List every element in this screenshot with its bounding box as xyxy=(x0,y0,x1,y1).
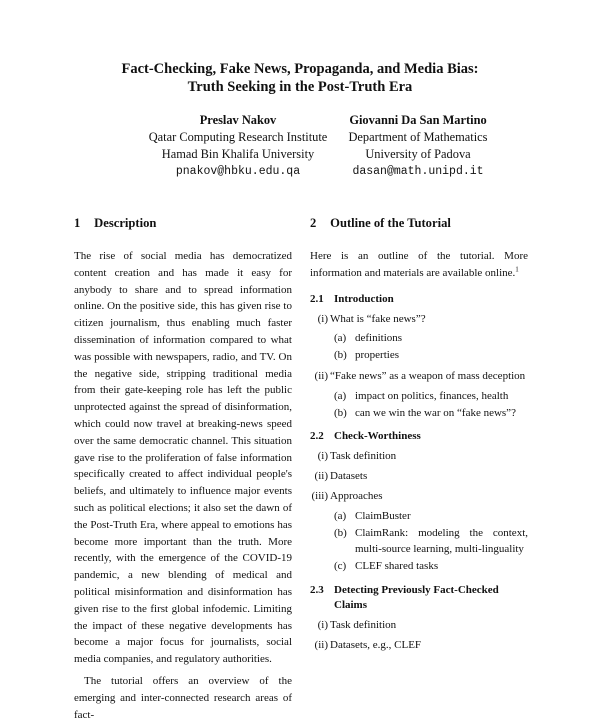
sub-list-item xyxy=(310,347,528,364)
list-marker: (b) xyxy=(334,349,347,362)
list-marker: (i) xyxy=(317,618,328,631)
sub-list xyxy=(310,330,528,364)
section-number: 1 xyxy=(74,216,81,230)
list-item-text: ClaimRank: modeling the context, multi-source learning, multi-linguality xyxy=(355,526,528,556)
author-affiliation: Department of Mathematics xyxy=(348,130,488,144)
subsection-heading xyxy=(310,583,528,613)
section-title: Outline of the Tutorial xyxy=(330,216,451,230)
list-marker: (i) xyxy=(317,312,328,325)
list-item-text: Task definition xyxy=(330,618,397,631)
list-marker: (ii) xyxy=(314,470,328,483)
author-affiliation: University of Padova xyxy=(365,147,471,161)
subsection-title: Check-Worthiness xyxy=(334,430,421,443)
outline-intro xyxy=(310,248,528,282)
list-marker: (ii) xyxy=(314,638,328,651)
author-email: pnakov@hbku.edu.qa xyxy=(175,165,301,178)
list-item xyxy=(310,311,528,364)
sub-list-item xyxy=(310,525,528,559)
section-number: 2 xyxy=(310,216,317,230)
paper-title xyxy=(0,60,600,96)
subsection-heading xyxy=(310,429,528,444)
list-marker: (a) xyxy=(334,332,347,345)
list-marker: (a) xyxy=(334,509,347,522)
outline-list xyxy=(310,311,528,422)
subsection-heading xyxy=(310,292,528,307)
list-item xyxy=(310,448,528,465)
outline-list xyxy=(310,617,528,654)
list-item-text: definitions xyxy=(355,332,403,345)
list-item-text: What is “fake news”? xyxy=(330,312,426,325)
sub-list-item xyxy=(310,508,528,525)
list-item xyxy=(310,368,528,421)
list-item-text: properties xyxy=(355,349,399,362)
list-item xyxy=(310,617,528,634)
list-marker: (b) xyxy=(334,526,347,539)
author-name: Giovanni Da San Martino xyxy=(349,113,487,127)
author-affiliation: Hamad Bin Khalifa University xyxy=(161,147,315,161)
list-item-text: “Fake news” as a weapon of mass deception xyxy=(330,369,526,382)
list-marker: (iii) xyxy=(311,489,328,502)
list-marker: (ii) xyxy=(314,369,328,382)
sub-list-item xyxy=(310,330,528,347)
list-item-text: Approaches xyxy=(330,489,383,502)
author-name: Preslav Nakov xyxy=(199,113,277,127)
list-item-text: impact on politics, finances, health xyxy=(355,389,509,402)
subsection-number: 2.2 xyxy=(310,430,324,443)
author-block-2 xyxy=(300,112,536,180)
sub-list-item xyxy=(310,558,528,575)
section-heading-description xyxy=(74,214,292,232)
list-item xyxy=(310,637,528,654)
left-column xyxy=(74,214,292,723)
author-affiliation: Qatar Computing Research Institute xyxy=(148,130,328,144)
list-item-text: Datasets, e.g., CLEF xyxy=(330,638,422,651)
list-item xyxy=(310,468,528,485)
subsection-title: Introduction xyxy=(334,292,394,305)
list-item-text: can we win the war on “fake news”? xyxy=(355,406,516,419)
outline-intro-text: Here is an outline of the tutorial. More information and materials are available online. xyxy=(310,250,528,279)
title-line-1: Fact-Checking, Fake News, Propaganda, and Media Bias: xyxy=(121,61,479,77)
sub-list xyxy=(310,388,528,422)
title-line-2: Truth Seeking in the Post-Truth Era xyxy=(187,79,413,95)
sub-list-item xyxy=(310,388,528,405)
sub-list-item xyxy=(310,405,528,422)
list-item-text: Task definition xyxy=(330,450,397,463)
list-marker: (c) xyxy=(334,560,347,573)
list-item-text: ClaimBuster xyxy=(355,509,411,522)
list-marker: (i) xyxy=(317,450,328,463)
right-column xyxy=(310,214,528,657)
sub-list xyxy=(310,508,528,575)
section-heading-outline xyxy=(310,214,528,232)
list-marker: (b) xyxy=(334,406,347,419)
list-item-text: CLEF shared tasks xyxy=(355,560,439,573)
outline-list xyxy=(310,448,528,575)
author-email: dasan@math.unipd.it xyxy=(352,165,484,178)
description-paragraph-1: The rise of social media has democratized content creation and has made it easy for anybody to share and to spread information online. On the positive side, this has given rise to citizen journalism, thus enabling much faster dissemination of information compared to what was possible with newspapers, radio, and TV. On the negative side, stripping traditional media from their gate-keeping role has left the public unprotected against the spread of disinformation, which could now travel at breaking-news speed over the same democratic channel. This situation gave rise to the proliferation of false information specifically created to affect individual people's beliefs, and ultimately to influence major events such as political elections; it also set the dawn of the Post-Truth Era, where appeal to emotions has become more important than the truth. More recently, with the emergence of the COVID-19 pandemic, a new blending of medical and political misinformation and disinformation has given rise to the first global infodemic. Limiting the impact of these negative developments has become a major focus for journalists, social media companies, and regulatory authorities. xyxy=(74,250,292,666)
list-item xyxy=(310,488,528,575)
subsection-title: Detecting Previously Fact-Checked Claims xyxy=(334,583,499,611)
description-paragraph-2: The tutorial offers an overview of the emerging and inter-connected research areas of fact- xyxy=(74,674,292,721)
section-title: Description xyxy=(94,216,157,230)
list-item-text: Datasets xyxy=(330,470,368,483)
list-marker: (a) xyxy=(334,389,347,402)
subsection-number: 2.1 xyxy=(310,292,324,305)
subsection-number: 2.3 xyxy=(310,583,324,596)
footnote-marker: 1 xyxy=(515,265,519,274)
